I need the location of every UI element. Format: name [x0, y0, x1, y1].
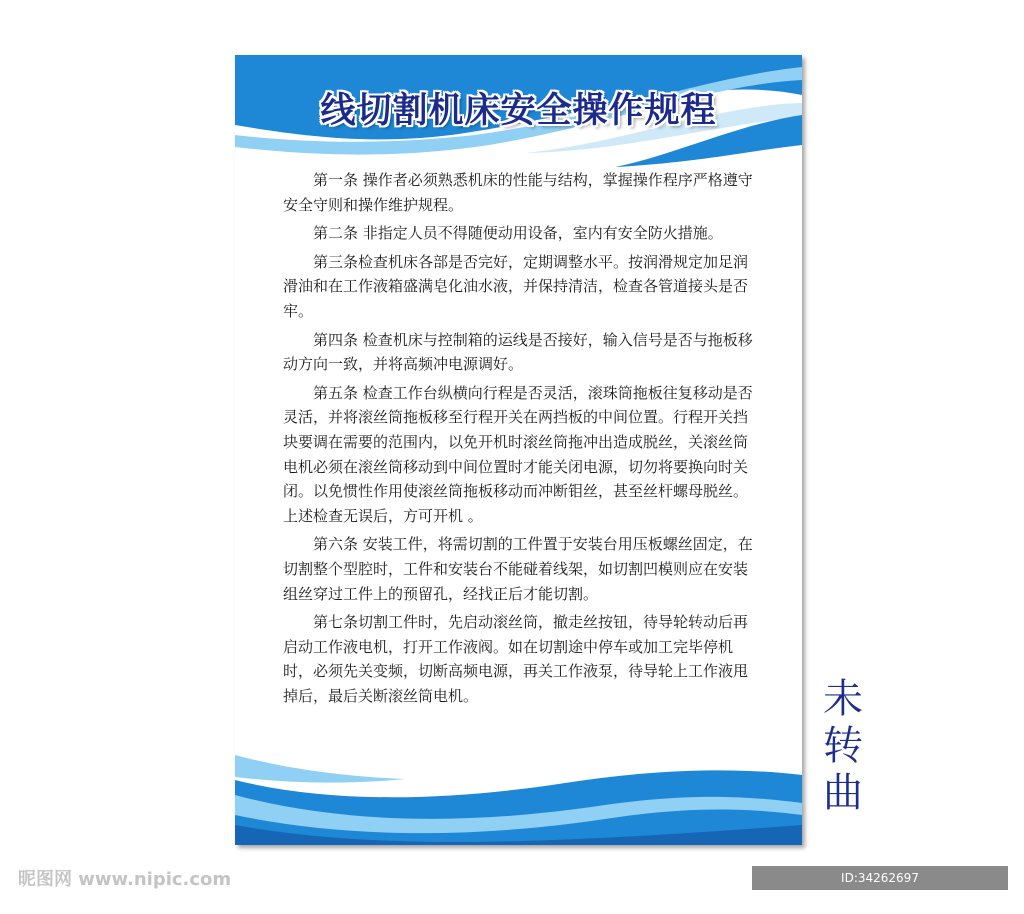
article-6: 第六条 安装工件，将需切割的工件置于安装台用压板螺丝固定，在切割整个型腔时，工件和安装台不能碰着线架，如切割凹模则应在安装组丝穿过工件上的预留孔，经找正后才能切割。 — [283, 535, 753, 603]
article-2: 第二条 非指定人员不得随便动用设备，室内有安全防火措施。 — [313, 224, 723, 243]
poster — [235, 55, 802, 845]
note-char-1: 未 — [823, 676, 863, 722]
id-watermark: ID:34262697 NO:20250319202634956106 — [752, 866, 1008, 890]
article-3: 第三条检查机床各部是否完好，定期调整水平。按润滑规定加足润滑油和在工作液箱盛满皂化油水液，并保持清洁，检查各管道接头是否牢。 — [283, 252, 749, 320]
article-7: 第七条切割工件时，先启动滚丝筒，撤走丝按钮，待导轮转动后再启动工作液电机，打开工作液阀。如在切割途中停车或加工完毕停机时，必须先关变频，切断高频电源，再关工作液泵，待导轮上工作液甩掉后，最后关断滚丝筒电机。 — [283, 613, 749, 705]
article-5: 第五条 检查工作台纵横向行程是否灵活，滚珠筒拖板往复移动是否灵活，并将滚丝筒拖板移至行程开关在两挡板的中间位置。行程开关挡块要调在需要的范围内，以免开机时滚丝筒拖冲出造成脱丝，关滚丝筒电机必须在滚丝筒移动到中间位置时才能关闭电源，切勿将要换向时关闭。以免惯性作用使滚丝筒拖板移动而冲断钼丝，甚至丝杆螺母脱丝。上述检查无误后，方可开机 。 — [283, 383, 753, 525]
note-char-2: 转 — [823, 723, 863, 769]
regulation-text — [283, 168, 753, 712]
site-watermark: 昵图网 www.nipic.com — [18, 869, 232, 890]
article-1: 第一条 操作者必须熟悉机床的性能与结构，掌握操作程序严格遵守安全守则和操作维护规程。 — [283, 171, 753, 214]
not-outlined-note — [818, 676, 868, 817]
poster-title: 线切割机床安全操作规程 — [320, 91, 717, 131]
note-char-3: 曲 — [823, 770, 863, 816]
article-4: 第四条 检查机床与控制箱的运线是否接好，输入信号是否与拖板移动方向一致，并将高频冲电源调好。 — [283, 330, 753, 374]
